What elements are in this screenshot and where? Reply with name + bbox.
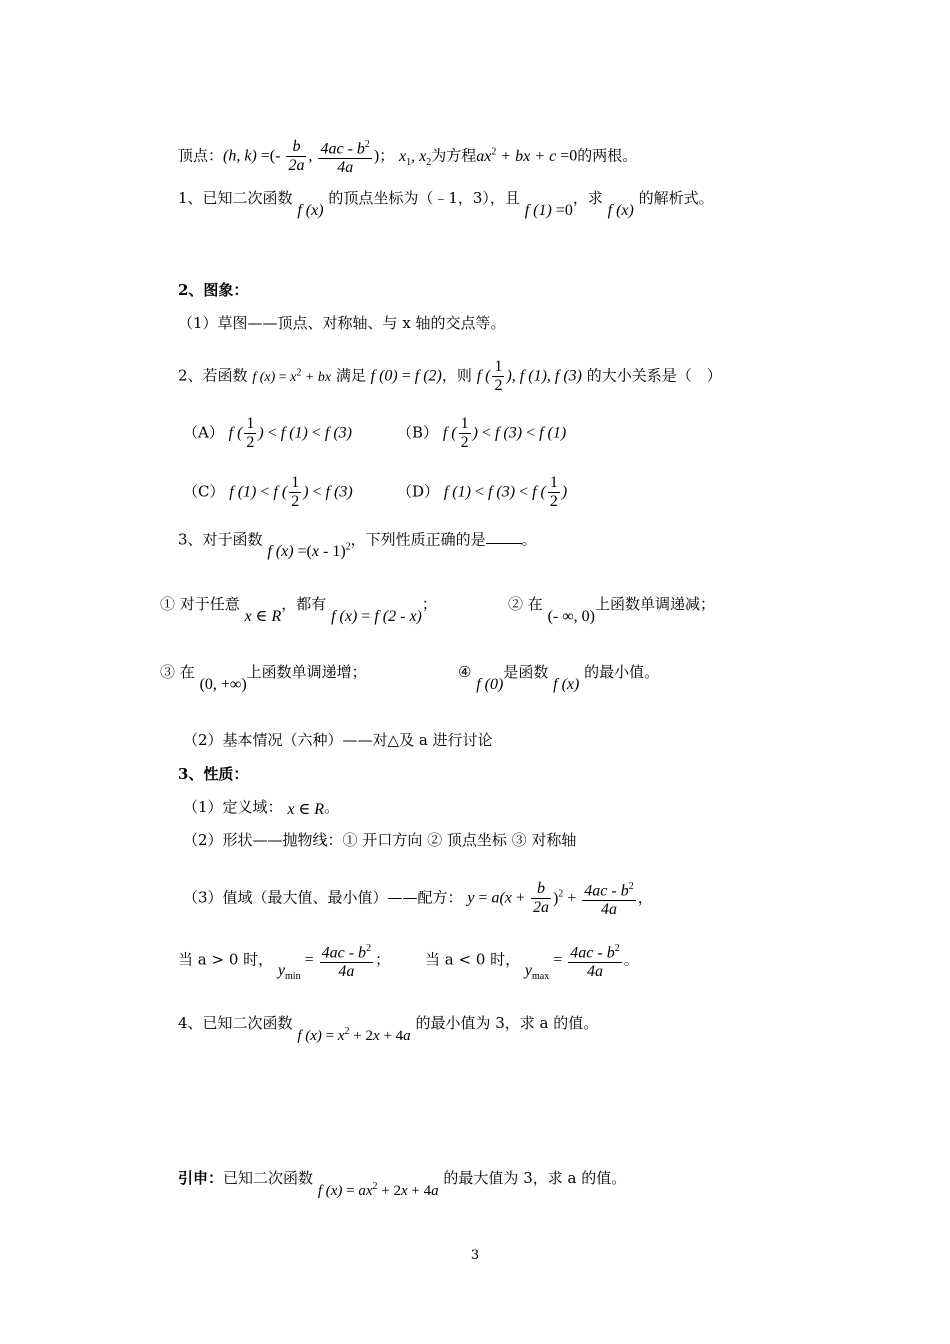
s3-text-b: 上函数单调递增； <box>246 663 367 681</box>
page-number: 3 <box>470 1248 480 1263</box>
property-3: （3）值域（最大值、最小值）——配方： y = a(x + $\frac{b}{2a}$ )$^2$ + $\frac{4ac - b^2}{4a}$ ， <box>183 878 653 919</box>
vertex-label: 顶点： <box>178 146 224 165</box>
amax-text-a: 当 a < 0 时， <box>425 950 521 969</box>
p1-text-b: 。 <box>324 798 340 816</box>
q4-text-a: 4、已知二次函数 <box>178 1014 293 1032</box>
q1-text-b: 的顶点坐标为（﹣1，3），且 <box>328 189 520 207</box>
s4-text-c: 的最小值。 <box>584 663 660 681</box>
vertex-line: 顶点：(h, k) =(- $\frac{b}{2a}$ , $\frac{4ac - b^2}{4a}$ )； $x_1$, $x_2$为方程$ax^2$ + bx + c =0的两根。 <box>178 136 637 177</box>
section-2-item-2: （2）基本情况（六种）——对△及 a 进行讨论 <box>183 731 493 749</box>
section-2-title: 2、图象： <box>178 281 249 299</box>
ext-text-b: 的最大值为 3，求 a 的值。 <box>443 1169 627 1187</box>
extension: 引申：已知二次函数 f $(x) = ax^2 + 2x + 4a$ 的最大值为 3，求 a 的值。 <box>178 1169 627 1199</box>
property-1: （1）定义域： x ∈ R。 <box>183 798 340 818</box>
q4-text-b: 的最小值为 3，求 a 的值。 <box>415 1014 599 1032</box>
statement-2: ② 在 (- ∞, 0)上函数单调递减； <box>508 595 715 625</box>
q3-text-b: ，下列性质正确的是 <box>350 530 486 549</box>
option-c[interactable]: （C） f (1) < f ( $\frac{1}{2}$ ) < f (3) <box>183 474 353 510</box>
q3-text-c: 。 <box>521 530 537 549</box>
q3-text-a: 3、对于函数 <box>178 530 263 549</box>
amin-text-a: 当 a > 0 时， <box>178 950 274 969</box>
question-1: 1、已知二次函数 f (x) 的顶点坐标为（﹣1，3），且 f (1) =0，求 f (x) 的解析式。 <box>178 189 714 219</box>
option-a[interactable]: （A） f ( $\frac{1}{2}$ ) < f (1) < f (3) <box>183 415 353 451</box>
s4-text-a: ④ <box>458 663 472 681</box>
extension-label: 引申： <box>178 1169 224 1187</box>
option-d-label: （D） <box>397 482 440 501</box>
min-value-line: 当 a > 0 时， $y_{min}$ = $\frac{4ac - b^2}{4a}$ ； <box>178 940 390 981</box>
vertex-sep: ； <box>379 146 395 165</box>
option-a-label: （A） <box>183 423 224 442</box>
answer-blank[interactable] <box>486 529 522 544</box>
q1-text-a: 1、已知二次函数 <box>178 189 293 207</box>
section-3-title: 3、性质： <box>178 765 249 783</box>
q2-text-b: 满足 <box>335 366 366 385</box>
q1-text-d: 的解析式。 <box>638 189 714 207</box>
statement-1: ① 对于任意 x ∈ R，都有 f (x) = f (2 - x)； <box>160 595 437 625</box>
statement-3: ③ 在 (0, +∞)上函数单调递增； <box>160 663 367 693</box>
p1-text-a: （1）定义域： <box>183 798 283 816</box>
max-value-line: 当 a < 0 时， $y_{max}$ = $\frac{4ac - b^2}{4a}$ 。 <box>425 940 639 981</box>
section-2-item-1: （1）草图——顶点、对称轴、与 x 轴的交点等。 <box>178 314 506 332</box>
vertex-text: 为方程 <box>431 146 477 165</box>
vertex-end: 的两根。 <box>577 146 638 165</box>
option-c-label: （C） <box>183 482 225 501</box>
s1-text-b: ，都有 <box>281 595 327 613</box>
question-3: 3、对于函数 f (x) =(x - 1)$^2$，下列性质正确的是 。 <box>178 530 537 561</box>
s1-text-c: ； <box>421 595 437 613</box>
question-4: 4、已知二次函数 f $(x) = x^2 + 2x + 4a$ 的最小值为 3，求 a 的值。 <box>178 1014 599 1044</box>
option-d[interactable]: （D） f (1) < f (3) < f ( $\frac{1}{2}$ ) <box>397 474 568 510</box>
statement-4: ④ f (0)是函数 f (x) 的最小值。 <box>458 663 660 693</box>
option-b-label: （B） <box>397 423 439 442</box>
s1-text-a: ① 对于任意 <box>160 595 240 613</box>
amin-text-b: ； <box>375 950 391 969</box>
s3-text-a: ③ 在 <box>160 663 195 681</box>
q1-text-c: ，求 <box>572 189 603 207</box>
p3-text-a: （3）值域（最大值、最小值）——配方： <box>183 888 463 907</box>
s2-text-a: ② 在 <box>508 595 543 613</box>
q2-text-d: 的大小关系是（ ） <box>586 366 722 385</box>
question-2: 2、若函数 f $(x) = x^2$ + bx 满足 f (0) = f (2)，则 f ( $\frac{1}{2}$ ), f (1), f (3) 的大小关系是（ ） <box>178 358 722 394</box>
ext-text-a: 已知二次函数 <box>223 1169 314 1187</box>
s2-text-b: 上函数单调递减； <box>594 595 715 613</box>
s4-text-b: 是函数 <box>503 663 549 681</box>
amax-text-b: 。 <box>623 950 639 969</box>
property-2: （2）形状——抛物线：① 开口方向 ② 顶点坐标 ③ 对称轴 <box>183 831 577 849</box>
q2-text-a: 2、若函数 <box>178 366 248 385</box>
q2-text-c: ，则 <box>441 366 472 385</box>
p3-text-b: ， <box>637 888 653 907</box>
option-b[interactable]: （B） f ( $\frac{1}{2}$ ) < f (3) < f (1) <box>397 415 567 451</box>
